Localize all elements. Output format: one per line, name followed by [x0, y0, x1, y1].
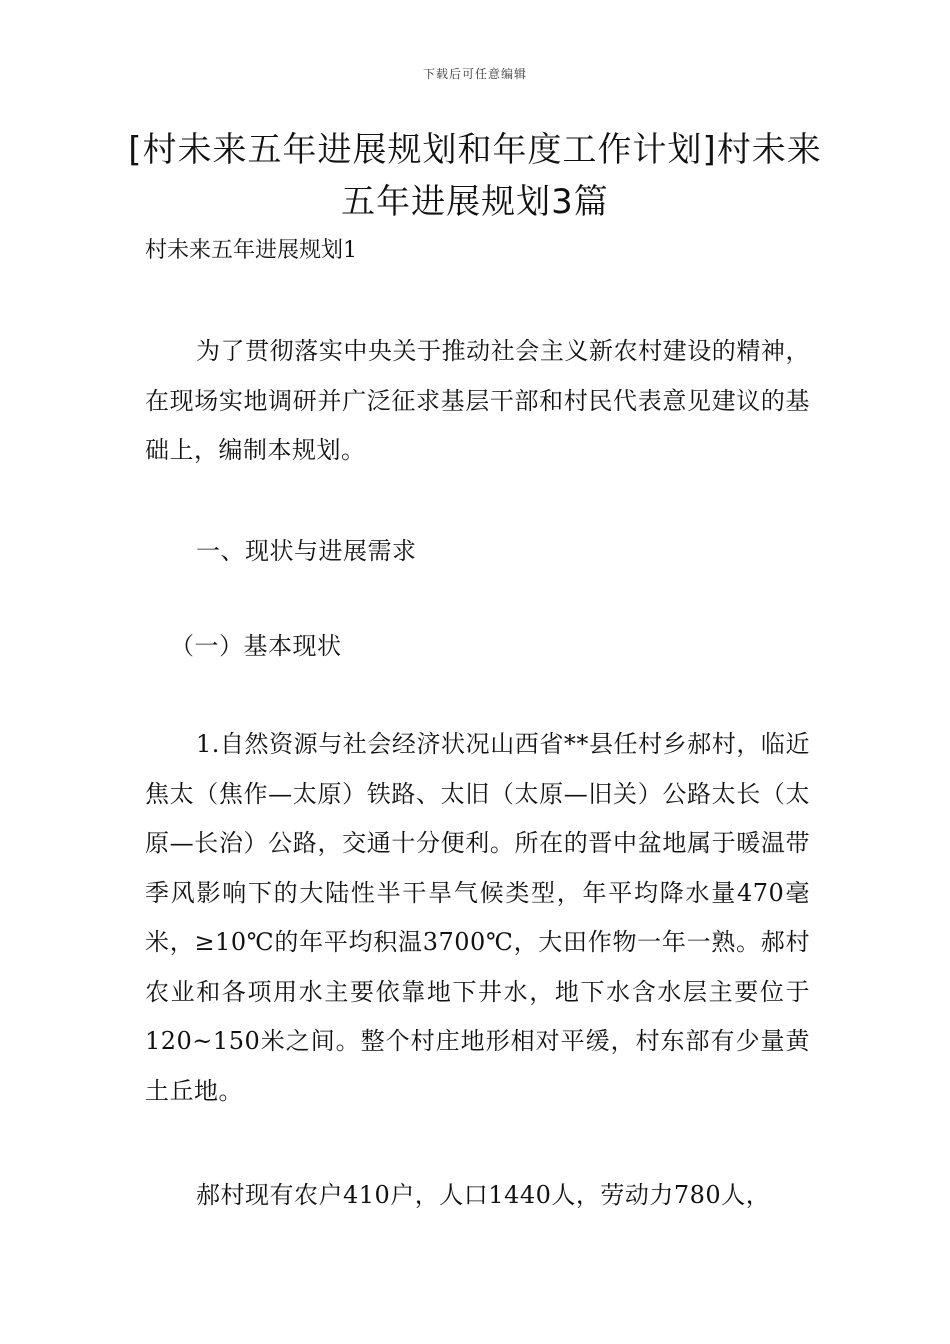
natural-resources-paragraph: 1.自然资源与社会经济状况山西省**县任村乡郝村，临近焦太（焦作—太原）铁路、太旧（太原—旧关）公路太长（太原—长治）公路，交通十分便利。所在的晋中盆地属于暖温带季风影响下的大陆性半干旱气候类型，年平均降水量470毫米，≥10℃的年平均积温3700℃，大田作物一年一熟。郝村农业和各项用水主要依靠地下井水，地下水含水层主要位于120~150米之间。整个村庄地形相对平缓，村东部有少量黄土丘地。 — [145, 730, 810, 1105]
document-subtitle: 村未来五年进展规划1 — [145, 238, 357, 263]
section-heading-1-1: （一）基本现状 — [170, 632, 342, 660]
header-note: 下载后可任意编辑 — [422, 67, 527, 81]
document-title: [村未来五年进展规划和年度工作计划]村未来五年进展规划3篇 — [128, 130, 822, 222]
section-heading-1: 一、现状与进展需求 — [196, 537, 417, 565]
intro-paragraph: 为了贯彻落实中央关于推动社会主义新农村建设的精神，在现场实地调研并广泛征求基层干部和村民代表意见建议的基础上，编制本规划。 — [145, 337, 810, 464]
population-paragraph: 郝村现有农户410户，人口1440人，劳动力780人， — [196, 1181, 771, 1209]
